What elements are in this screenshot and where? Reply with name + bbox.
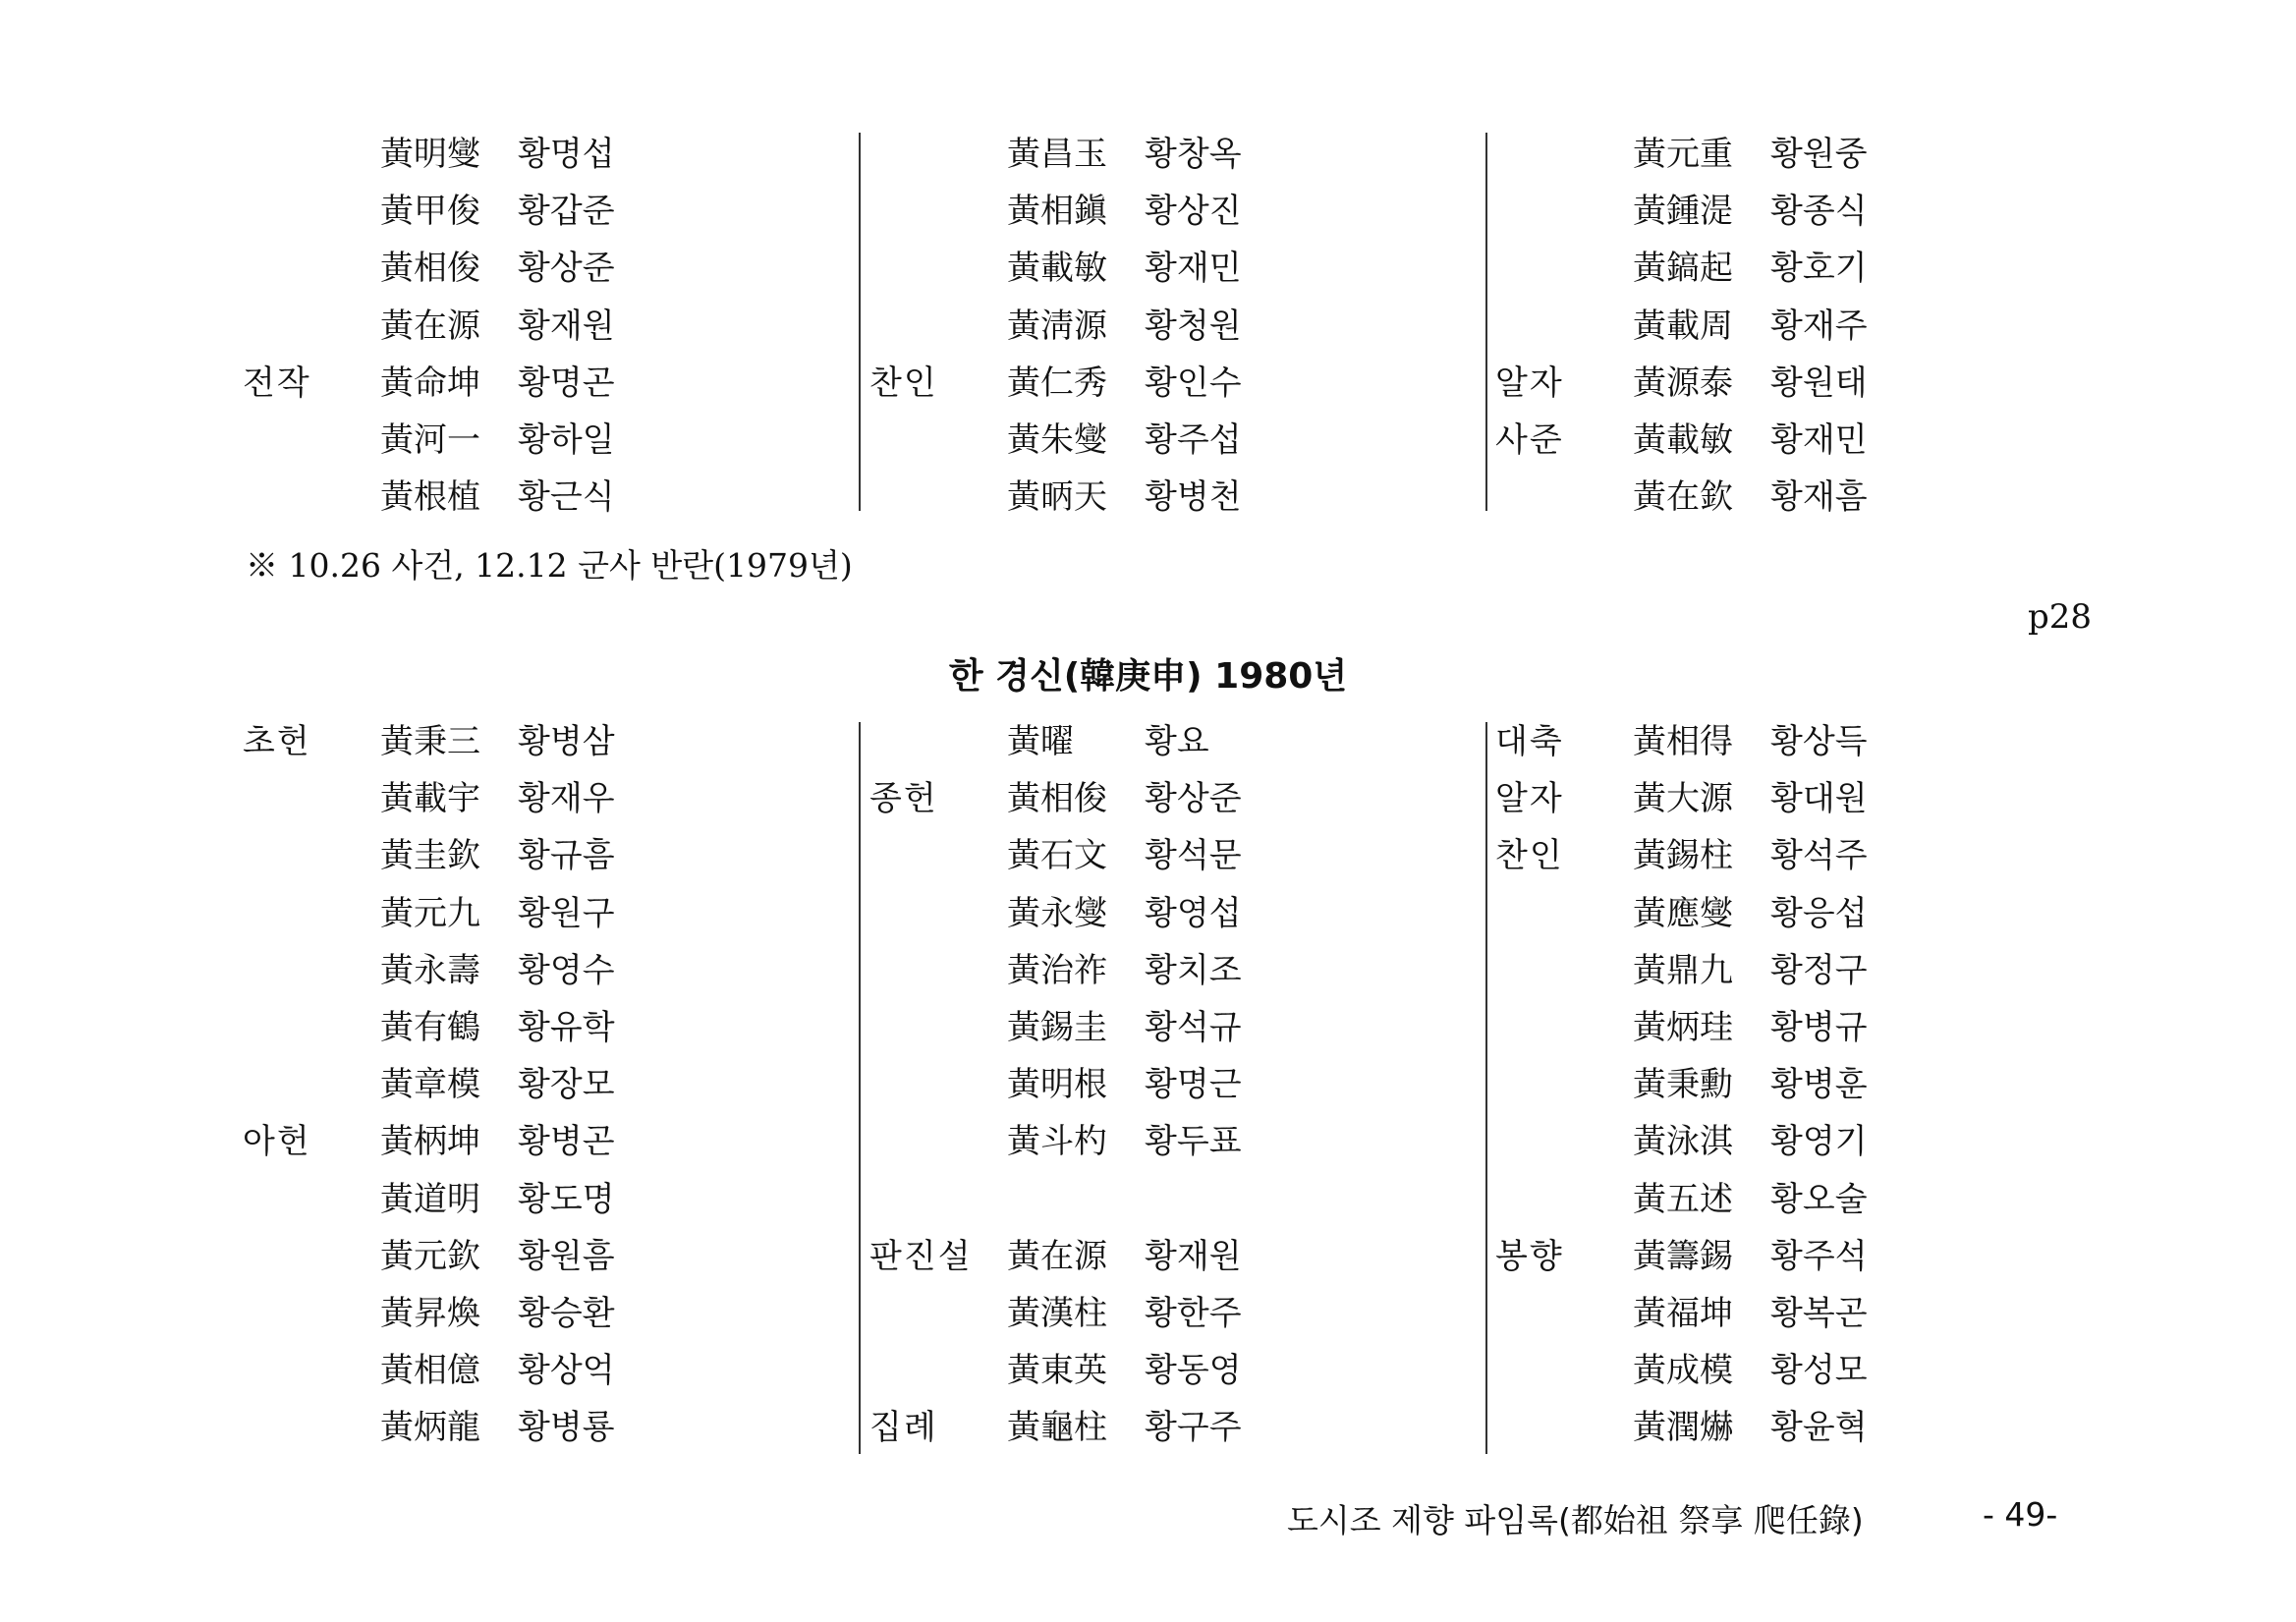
name-hangul: 황주섭 — [1145, 420, 1242, 461]
name-hanja: 黃相俊 — [1007, 779, 1107, 819]
name-hanja: 黃命坤 — [380, 363, 480, 403]
name-hangul: 황명근 — [1145, 1065, 1242, 1105]
name-hangul: 황하일 — [518, 420, 615, 461]
name-hanja: 黃錫柱 — [1633, 836, 1733, 876]
name-hangul: 황석주 — [1770, 836, 1868, 876]
name-hanja: 黃道明 — [380, 1179, 480, 1219]
name-hangul: 황영기 — [1770, 1122, 1868, 1162]
roster-row — [1495, 298, 1888, 355]
roster-row — [869, 126, 1262, 183]
column-divider — [1485, 133, 1487, 511]
name-hangul: 황재원 — [518, 306, 615, 346]
name-hangul: 황영섭 — [1145, 893, 1242, 933]
roster-row — [869, 942, 1262, 999]
name-hangul: 황병규 — [1770, 1008, 1868, 1048]
roster-row — [869, 1399, 1262, 1456]
page-reference: p28 — [2028, 597, 2093, 637]
name-hangul: 황주석 — [1770, 1236, 1868, 1276]
name-hanja: 黃圭欽 — [380, 836, 480, 876]
name-hanja: 黃仁秀 — [1007, 363, 1107, 403]
roster-row — [1495, 885, 1888, 942]
roster-column-2 — [869, 126, 1262, 526]
roster-row — [869, 885, 1262, 942]
name-hanja: 黃曜 — [1007, 722, 1074, 762]
name-hanja: 黃昇煥 — [380, 1293, 480, 1333]
roster-row — [243, 183, 636, 240]
name-hangul: 황유학 — [518, 1008, 615, 1048]
roster-row — [243, 942, 636, 999]
role-label: 전작 — [243, 363, 311, 403]
name-hanja: 黃章模 — [380, 1065, 480, 1105]
roster-row — [869, 355, 1262, 412]
roster-row — [243, 827, 636, 884]
roster-row — [1495, 827, 1888, 884]
name-hangul: 황응섭 — [1770, 893, 1868, 933]
roster-column-1 — [243, 126, 636, 526]
name-hanja: 黃相億 — [380, 1351, 480, 1391]
roster-row — [869, 1228, 1262, 1285]
name-hangul: 황근식 — [518, 477, 615, 518]
role-label: 종헌 — [869, 779, 938, 819]
name-hangul: 황청원 — [1145, 306, 1242, 346]
roster-row — [1495, 770, 1888, 827]
name-hanja: 黃甲俊 — [380, 192, 480, 232]
roster-row — [243, 770, 636, 827]
roster-row — [243, 126, 636, 183]
roster-row — [243, 1056, 636, 1113]
name-hangul: 황재민 — [1770, 420, 1868, 461]
roster-row — [869, 1285, 1262, 1342]
roster-row — [1495, 999, 1888, 1056]
name-hangul: 황상준 — [518, 249, 615, 289]
roster-row — [869, 770, 1262, 827]
name-hanja: 黃石文 — [1007, 836, 1107, 876]
roster-row — [243, 412, 636, 469]
name-hanja: 黃治祚 — [1007, 950, 1107, 990]
page-number: - 49- — [1983, 1495, 2058, 1534]
role-label: 찬인 — [869, 363, 938, 403]
name-hanja: 黃成模 — [1633, 1351, 1733, 1391]
role-label: 사준 — [1495, 420, 1564, 461]
roster-column-3 — [1495, 126, 1888, 526]
name-hanja: 黃大源 — [1633, 779, 1733, 819]
roster-row — [869, 999, 1262, 1056]
name-hanja: 黃相鎭 — [1007, 192, 1107, 232]
role-label: 판진설 — [869, 1236, 973, 1276]
name-hangul: 황도명 — [518, 1179, 615, 1219]
name-hangul: 황복곤 — [1770, 1293, 1868, 1333]
historical-note: ※ 10.26 사건, 12.12 군사 반란(1979년) — [246, 546, 853, 585]
roster-row — [1495, 1113, 1888, 1170]
roster-column-3 — [1495, 713, 1888, 1456]
name-hanja: 黃明根 — [1007, 1065, 1107, 1105]
roster-row — [243, 355, 636, 412]
name-hanja: 黃應燮 — [1633, 893, 1733, 933]
name-hangul: 황정구 — [1770, 950, 1868, 990]
roster-row — [869, 298, 1262, 355]
name-hanja: 黃載敏 — [1633, 420, 1733, 461]
name-hangul: 황원흠 — [518, 1236, 615, 1276]
name-hangul: 황성모 — [1770, 1351, 1868, 1391]
name-hanja: 黃相得 — [1633, 722, 1733, 762]
name-hanja: 黃永燮 — [1007, 893, 1107, 933]
name-hangul: 황규흠 — [518, 836, 615, 876]
name-hanja: 黃斗杓 — [1007, 1122, 1107, 1162]
roster-row — [1495, 240, 1888, 297]
name-hanja: 黃元九 — [380, 893, 480, 933]
roster-column-1 — [243, 713, 636, 1456]
roster-row — [1495, 1171, 1888, 1228]
roster-row — [1495, 1342, 1888, 1399]
name-hanja: 黃五述 — [1633, 1179, 1733, 1219]
name-hangul: 황갑준 — [518, 192, 615, 232]
roster-row — [869, 1171, 1262, 1228]
name-hanja: 黃朱燮 — [1007, 420, 1107, 461]
name-hanja: 黃有鶴 — [380, 1008, 480, 1048]
name-hanja: 黃錫圭 — [1007, 1008, 1107, 1048]
roster-row — [1495, 1285, 1888, 1342]
roster-row — [1495, 412, 1888, 469]
name-hangul: 황재주 — [1770, 306, 1868, 346]
name-hangul: 황상억 — [518, 1351, 615, 1391]
name-hanja: 黃泳淇 — [1633, 1122, 1733, 1162]
name-hanja: 黃東英 — [1007, 1351, 1107, 1391]
name-hanja: 黃龜柱 — [1007, 1408, 1107, 1448]
roster-row — [243, 1171, 636, 1228]
roster-row — [243, 1113, 636, 1170]
role-label: 찬인 — [1495, 836, 1564, 876]
name-hanja: 黃秉勳 — [1633, 1065, 1733, 1105]
name-hangul: 황석규 — [1145, 1008, 1242, 1048]
name-hanja: 黃載宇 — [380, 779, 480, 819]
name-hangul: 황재민 — [1145, 249, 1242, 289]
roster-row — [243, 1285, 636, 1342]
roster-column-2 — [869, 713, 1262, 1456]
name-hanja: 黃鎬起 — [1633, 249, 1733, 289]
name-hangul: 황병훈 — [1770, 1065, 1868, 1105]
name-hangul: 황종식 — [1770, 192, 1868, 232]
name-hanja: 黃籌錫 — [1633, 1236, 1733, 1276]
name-hangul: 황병삼 — [518, 722, 615, 762]
name-hanja: 黃明燮 — [380, 135, 480, 175]
role-label: 알자 — [1495, 779, 1564, 819]
roster-row — [869, 469, 1262, 526]
name-hanja: 黃載周 — [1633, 306, 1733, 346]
name-hangul: 황오술 — [1770, 1179, 1868, 1219]
roster-row — [869, 713, 1262, 770]
roster-row — [869, 1056, 1262, 1113]
name-hangul: 황윤혁 — [1770, 1408, 1868, 1448]
name-hanja: 黃炳珪 — [1633, 1008, 1733, 1048]
name-hangul: 황재흠 — [1770, 477, 1868, 518]
name-hangul: 황호기 — [1770, 249, 1868, 289]
role-label: 집례 — [869, 1408, 938, 1448]
name-hanja: 黃福坤 — [1633, 1293, 1733, 1333]
column-divider — [859, 722, 861, 1454]
roster-row — [1495, 469, 1888, 526]
roster-row — [243, 999, 636, 1056]
roster-row — [869, 827, 1262, 884]
role-label: 봉향 — [1495, 1236, 1564, 1276]
name-hangul: 황장모 — [518, 1065, 615, 1105]
roster-row — [243, 1342, 636, 1399]
section-title: 한 경신(韓庚申) 1980년 — [948, 656, 1348, 697]
name-hanja: 黃在源 — [1007, 1236, 1107, 1276]
name-hanja: 黃河一 — [380, 420, 480, 461]
name-hangul: 황병룡 — [518, 1408, 615, 1448]
name-hangul: 황상득 — [1770, 722, 1868, 762]
name-hangul: 황구주 — [1145, 1408, 1242, 1448]
roster-row — [243, 240, 636, 297]
name-hanja: 黃昌玉 — [1007, 135, 1107, 175]
name-hanja: 黃潤爀 — [1633, 1408, 1733, 1448]
name-hanja: 黃載敏 — [1007, 249, 1107, 289]
name-hanja: 黃永壽 — [380, 950, 480, 990]
name-hangul: 황명곤 — [518, 363, 615, 403]
name-hanja: 黃秉三 — [380, 722, 480, 762]
name-hangul: 황원중 — [1770, 135, 1868, 175]
name-hangul: 황한주 — [1145, 1293, 1242, 1333]
name-hangul: 황동영 — [1145, 1351, 1242, 1391]
name-hangul: 황석문 — [1145, 836, 1242, 876]
roster-row — [1495, 942, 1888, 999]
roster-row — [243, 298, 636, 355]
roster-row — [243, 1399, 636, 1456]
column-divider — [1485, 722, 1487, 1454]
name-hanja: 黃源泰 — [1633, 363, 1733, 403]
name-hanja: 黃昞天 — [1007, 477, 1107, 518]
column-divider — [859, 133, 861, 511]
roster-row — [869, 1342, 1262, 1399]
name-hangul: 황대원 — [1770, 779, 1868, 819]
roster-row — [869, 240, 1262, 297]
name-hangul: 황재우 — [518, 779, 615, 819]
name-hangul: 황창옥 — [1145, 135, 1242, 175]
roster-row — [1495, 126, 1888, 183]
roster-row — [1495, 1056, 1888, 1113]
name-hangul: 황영수 — [518, 950, 615, 990]
name-hangul: 황재원 — [1145, 1236, 1242, 1276]
roster-row — [243, 469, 636, 526]
name-hanja: 黃鼎九 — [1633, 950, 1733, 990]
roster-row — [1495, 355, 1888, 412]
name-hangul: 황인수 — [1145, 363, 1242, 403]
roster-row — [243, 713, 636, 770]
name-hangul: 황치조 — [1145, 950, 1242, 990]
footer-title: 도시조 제향 파임록(都始祖 祭享 爬任錄) — [1287, 1501, 1864, 1539]
roster-row — [243, 885, 636, 942]
name-hangul: 황두표 — [1145, 1122, 1242, 1162]
name-hangul: 황병곤 — [518, 1122, 615, 1162]
role-label: 대축 — [1495, 722, 1564, 762]
name-hangul: 황원구 — [518, 893, 615, 933]
roster-row — [1495, 1399, 1888, 1456]
name-hanja: 黃元欽 — [380, 1236, 480, 1276]
name-hanja: 黃柄坤 — [380, 1122, 480, 1162]
name-hangul: 황명섭 — [518, 135, 615, 175]
name-hangul: 황요 — [1145, 722, 1209, 762]
role-label: 아헌 — [243, 1122, 311, 1162]
name-hanja: 黃相俊 — [380, 249, 480, 289]
name-hanja: 黃鍾湜 — [1633, 192, 1733, 232]
name-hangul: 황원태 — [1770, 363, 1868, 403]
name-hanja: 黃淸源 — [1007, 306, 1107, 346]
name-hangul: 황병천 — [1145, 477, 1242, 518]
name-hangul: 황승환 — [518, 1293, 615, 1333]
name-hangul: 황상진 — [1145, 192, 1242, 232]
name-hangul: 황상준 — [1145, 779, 1242, 819]
roster-row — [869, 183, 1262, 240]
name-hanja: 黃在欽 — [1633, 477, 1733, 518]
roster-row — [1495, 1228, 1888, 1285]
name-hanja: 黃漢柱 — [1007, 1293, 1107, 1333]
roster-row — [243, 1228, 636, 1285]
roster-row — [1495, 183, 1888, 240]
name-hanja: 黃根植 — [380, 477, 480, 518]
role-label: 알자 — [1495, 363, 1564, 403]
name-hanja: 黃元重 — [1633, 135, 1733, 175]
roster-row — [1495, 713, 1888, 770]
role-label: 초헌 — [243, 722, 311, 762]
roster-row — [869, 412, 1262, 469]
name-hanja: 黃炳龍 — [380, 1408, 480, 1448]
name-hanja: 黃在源 — [380, 306, 480, 346]
roster-row — [869, 1113, 1262, 1170]
